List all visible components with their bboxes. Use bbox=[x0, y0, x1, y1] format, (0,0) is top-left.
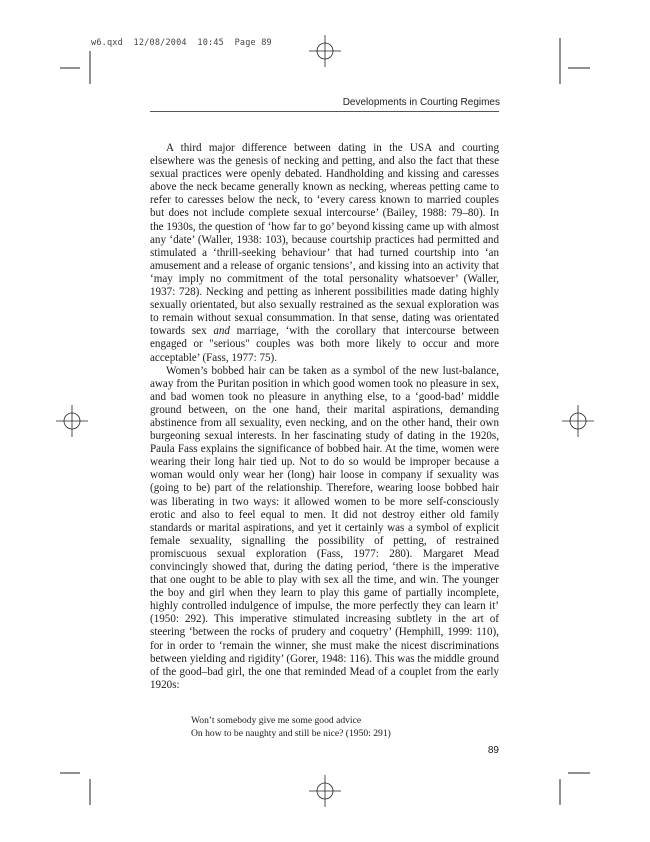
emphasis: and bbox=[213, 325, 230, 338]
registration-mark-left bbox=[56, 405, 88, 437]
text-run: marriage, ‘with the corollary that intercourse between engaged or "serious" couples was both more likely to occur and more acceptable’ (Fass, 1977: 75). bbox=[150, 325, 499, 364]
quote-line-1: Won’t somebody give me some good advice bbox=[191, 715, 362, 726]
page-number: 89 bbox=[487, 745, 499, 756]
text-run: Women’s bobbed hair can be taken as a symbol of the new lust-balance, away from the Puritan position in which good women took no pleasure in sex, and bad women took no pleasure in anything else, to a ‘good-bad’ middle ground between, on the one hand, their marital aspirations, demanding abstinence from all sexuality, even necking, and on the other hand, their own burgeoning sexual interests. In her fascinating study of dating in the 1920s, Paula Fass explains the significance of bobbed hair. At the time, women were wearing their long hair tied up. Not to do so would be improper because a woman would only wear her (long) hair loose in company if sexuality was (going to be) part of the relationship. Therefore, wearing loose bobbed hair was liberating in two ways: it allowed women to be more self-consciously erotic and also to feel equal to men. It did not destroy either old family standards or marital aspirations, and yet it certainly was a symbol of explicit female sexuality, signalling the possibility of petting, of restrained promiscuous sexual exploration (Fass, 1977: 280). Margaret Mead convincingly showed that, during the dating period, ‘there is the imperative that one ought to be able to play with sex all the time, and win. The younger the boy and girl when they learn to play this game of partially incomplete, highly controlled indulgence of impulse, the more perfectly they can learn it’ (1950: 292). This imperative stimulated increasing subtlety in the art of steering ‘between the rocks of prudery and coquetry’ (Hemphill, 1999: 110), for in order to ‘remain the winner, she must make the nicest discriminations between yielding and rigidity’ (Gorer, 1948: 116). This was the middle ground of the good–bad girl, the one that reminded Mead of a couplet from the early 1920s: bbox=[150, 364, 499, 691]
registration-mark-top bbox=[309, 35, 341, 67]
running-head: Developments in Courting Regimes bbox=[342, 97, 500, 108]
registration-mark-right bbox=[562, 405, 594, 437]
text-run: A third major difference between dating in the USA and courting elsewhere was the genesis of necking and petting, and also the fact that these sexual practices were openly debated. Handholding and kissing and caresses above the neck became generally known as necking, whereas petting came to refer to caresses below the neck, to ‘every caress known to married couples but does not include complete sexual intercourse’ (Bailey, 1988: 79–80). In the 1930s, the question of ‘how far to go’ beyond kissing came up with almost any ‘date’ (Waller, 1938: 103), because courtship practices had permitted and stimulated a ‘thrill-seeking behaviour’ that had turned courtship into ‘an amusement and a release of organic tensions’, and kissing into an activity that ‘may imply no commitment of the total personality whatsoever’ (Waller, 1937: 728). Necking and petting as inherent possibilities made dating highly sexually orientated, but also sexually restrained as the sexual exploration was to remain without sexual consummation. In that sense, dating was orientated towards sex bbox=[150, 142, 499, 338]
header-rule bbox=[150, 111, 499, 112]
slug-page: Page 89 bbox=[234, 38, 272, 48]
slug-file: w6.qxd bbox=[91, 38, 123, 48]
block-quote bbox=[191, 715, 491, 740]
slug-date: 12/08/2004 bbox=[133, 38, 187, 48]
body-paragraph bbox=[150, 365, 499, 692]
body-paragraph bbox=[150, 142, 499, 365]
quote-line-2: On how to be naughty and still be nice? (1950: 291) bbox=[191, 727, 391, 739]
slug-time: 10:45 bbox=[197, 38, 224, 48]
registration-mark-bottom bbox=[309, 775, 341, 807]
body-text bbox=[150, 142, 499, 692]
